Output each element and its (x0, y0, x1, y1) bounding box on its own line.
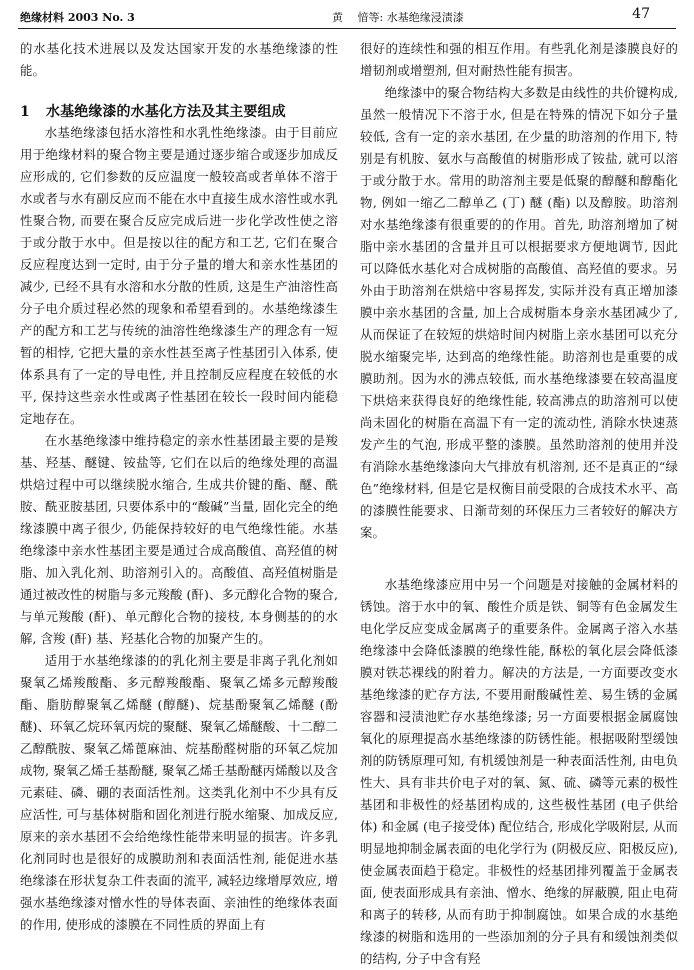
body-paragraph: 适用于水基绝缘漆的的乳化剂主要是非离子乳化剂如聚氧乙烯羧酸酯、多元醇羧酸酯、聚氧乙烯多元醇羧酸酯、脂肪醇聚氧乙烯醚 (醇醚)、烷基酚聚氧乙烯醚 (酚醚)、环氧乙烷环氧丙烷的聚醚、聚氧乙烯醚酸、十二醇二乙醇酰胺、聚氧乙烯蓖麻油、烷基酚醛树脂的环氧乙烷加成物, 聚氧乙烯壬基酚醚, 聚氧乙烯壬基酚醚丙烯酸以及含元素硅、磷、硼的表面活性剂。这类乳化剂中不少具有反应活性, 可与基体树脂和固化剂进行脱水缩聚、加成反应, 原来的亲水基团不会给绝缘性能带来明显的损害。许多乳化剂同时也是很好的成膜助剂和表面活性剂, 能促进水基绝缘漆在形状复杂工件表面的流平, 减轻边缘增厚效应, 增强水基绝缘漆对憎水性的导体表面、亲油性的绝缘体表面的作用, 使形成的漆膜在不同性质的界面上有 (20, 653, 338, 932)
section-title: 水基绝缘漆的水基化方法及其主要组成 (46, 104, 286, 120)
page-header (20, 6, 674, 28)
section-heading (20, 102, 338, 122)
body-paragraph: 水基绝缘漆应用中另一个问题是对接触的金属材料的锈蚀。溶于水中的氧、酸性介质是铁、铜等有色金属发生电化学反应变成金属离子的重要条件。金属离子溶入水基绝缘漆中会降低漆膜的绝缘性能, 酥松的氧化层会降低漆膜对铁芯裸线的附着力。解决的方法是, 一方面要改变水基绝缘漆的贮存方法, 不要用耐酸碱性差、易生锈的金属容器和浸渍池贮存水基绝缘漆; 另一方面要根据金属腐蚀氧化的原理提高水基绝缘漆的防锈性能。根据吸附型缓蚀剂的防锈原理可知, 有机缓蚀剂是一种表面活性剂, 由电负性大、具有非共价电子对的氧、氮、硫、磷等元素的极性基团和非极性的烃基团构成的, 这些极性基团 (电子供给体) 和金属 (电子接受体) 配位结合, 形成化学吸附层, 从而明显地抑制金属表面的电化学行为 (阴极反应、阳极反应), 使金属表面趋于稳定。非极性的烃基团排列覆盖于金属表面, 使表面形成具有亲油、憎水、绝缘的屏蔽膜, 阻止电荷和离子的转移, 从而有助于抑制腐蚀。如果合成的水基绝缘漆的树脂和选用的一些添加剂的分子具有和缓蚀剂类似的结构, 分子中含有羟 (360, 577, 678, 966)
body-paragraph: 绝缘漆中的聚合物结构大多数是由线性的共价键构成, 虽然一般情况下不溶于水, 但是在特殊的情况下如分子量较低, 含有一定的亲水基团, 在少量的助溶剂的作用下, 特别是有机胺、氨水与高酸值的树脂形成了铵盐, 就可以溶于或分散于水。常用的助溶剂主要是低聚的醇醚和醇酯化物, 例如一缩乙二醇单乙 (丁) 醚 (酯) 以及醇胺。助溶剂对水基绝缘漆有很重要的的作用。首先, 助溶剂增加了树脂中亲水基团的含量并且可以根据要求方便地调节, 因此可以降低水基化对合成树脂的高酸值、高羟值的要求。另外由于助溶剂在烘焙中容易挥发, 实际并没有真正增加漆膜中亲水基团的含量, 加上合成树脂本身亲水基团减少了, 从而保证了在较短的烘焙时间内树脂上亲水基团可以充分脱水缩聚完毕, 达到高的绝缘性能。助溶剂也是重要的成膜助剂。因为水的沸点较低, 而水基绝缘漆要在较高温度下烘焙来获得良好的绝缘性能, 较高沸点的助溶剂可以使尚未固化的树脂在高温下有一定的流动性, 消除水快速蒸发产生的气泡, 形成平整的漆膜。虽然助溶剂的使用并没有消除水基绝缘漆向大气排放有机溶剂, 还不是真正的“绿色”绝缘材料, 但是它是权衡目前受限的合成技术水平、高的漆膜性能要求、日渐苛刻的环保压力三者较好的解决方案。 (360, 85, 678, 540)
running-title: 黄 愔等: 水基绝缘浸渍漆 (332, 11, 464, 24)
body-paragraph: 很好的连续性和强的相互作用。有些乳化剂是漆膜良好的增韧剂或增塑剂, 但对耐热性能有损害。 (360, 41, 678, 78)
spacer (360, 566, 678, 574)
spacer (20, 82, 338, 102)
journal-info: 绝缘材料 2003 No. 3 (20, 11, 135, 24)
left-column (20, 38, 338, 936)
header-rule (18, 28, 676, 29)
intro-paragraph: 的水基化技术进展以及发达国家开发的水基绝缘漆的性能。 (20, 41, 338, 78)
page-number: 47 (632, 6, 650, 22)
body-paragraph: 水基绝缘漆包括水溶性和水乳性绝缘漆。由于目前应用于绝缘材料的聚合物主要是通过逐步缩合或逐步加成反应形成的, 它们参数的反应温度一般较高或者单体不溶于水或者与水有副反应而不能在水中直接生成水溶性或水乳性聚合物, 而要在聚合反应完成后进一步化学改性使之溶于或分散于水中。但是按以往的配方和工艺, 它们在聚合反应程度达到一定时, 由于分子量的增大和亲水性基团的减少, 已经不具有水溶和水分散的性质, 这是生产油溶性高分子电介质过程必然的现象和希望看到的。水基绝缘漆生产的配方和工艺与传统的油溶性绝缘漆生产的理念有一短暂的相悖, 它把大量的亲水性甚至离子性基团引入体系, 使体系具有了一定的导电性, 并且控制反应程度在较低的水平, 保持这些亲水性或离子性基团在较长一段时间内能稳定地存在。 (20, 125, 338, 426)
right-column (360, 38, 678, 966)
section-number: 1 (20, 104, 30, 120)
body-paragraph: 在水基绝缘漆中维持稳定的亲水性基团最主要的是羧基、羟基、醚键、铵盐等, 它们在以后的绝缘处理的高温烘焙过程中可以继续脱水缩合, 生成共价键的酯、醚、酰胺、酰亚胺基团, 只要体系中的“酸碱”当量, 固化完全的绝缘漆膜中离子很少, 仍能保持较好的电气绝缘性能。水基绝缘漆中亲水性基团主要是通过合成高酸值、高羟值的树脂、加入乳化剂、助溶剂引入的。高酸值、高羟值树脂是通过被改性的树脂与多元羧酸 (酐)、多元醇化合物的聚合, 与单元羧酸 (酐)、单元醇化合物的接枝, 本身侧基的的水解, 含羧 (酐) 基、羟基化合物的加聚产生的。 (20, 433, 338, 646)
